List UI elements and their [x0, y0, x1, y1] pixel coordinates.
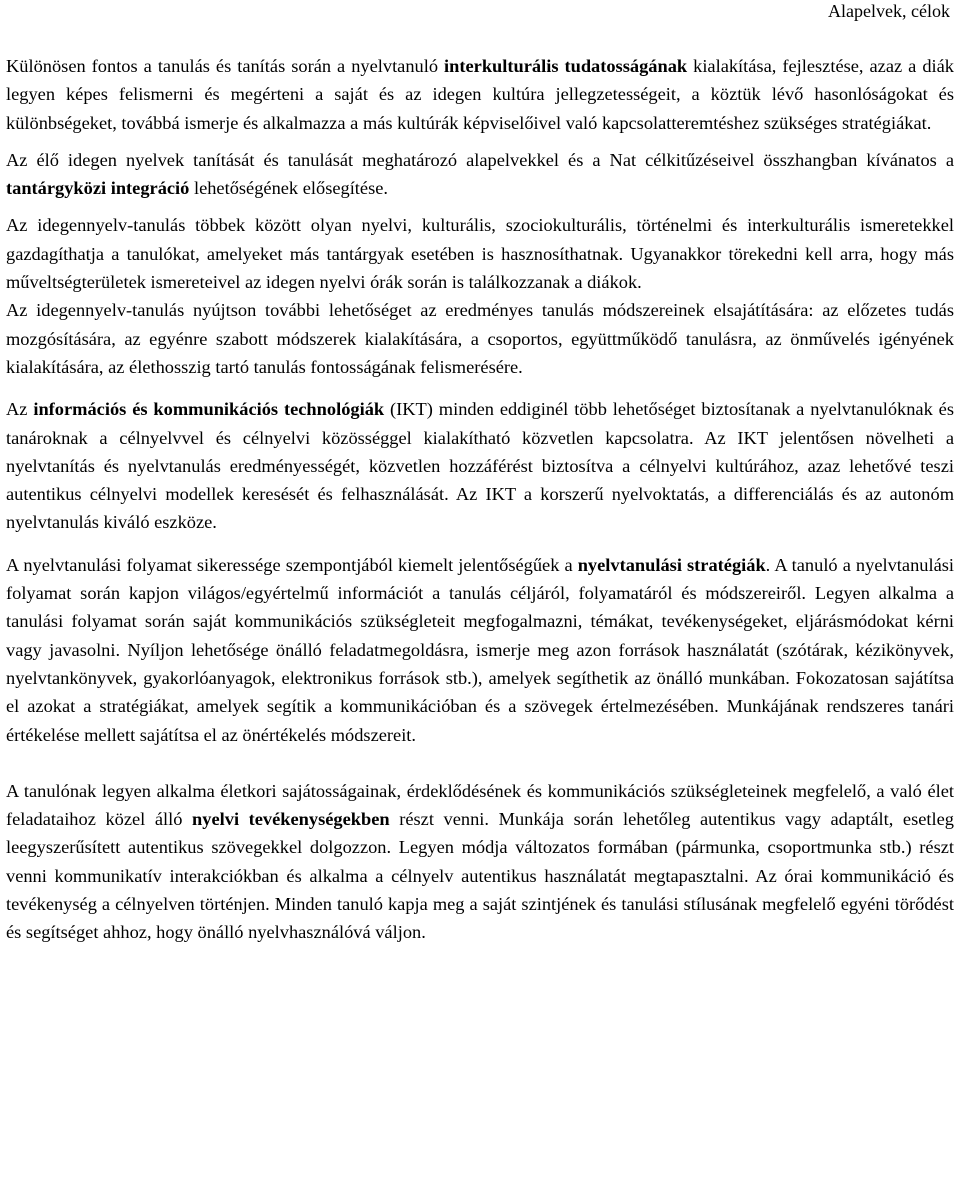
- paragraph-ict: [6, 395, 954, 536]
- paragraph-cross-curricular-integration: [6, 146, 954, 203]
- bold-term: nyelvi tevékenységekben: [192, 809, 390, 830]
- text-run: . A tanuló a nyelvtanulási folyamat során kapjon világos/egyértelmű információt a tanulás céljáról, folyamatáról és módszereiről. Legyen alkalma a tanulási folyamat során saját kommunikációs szükségleteit megfogalmazni, témákat, tevékenységeket, eljárásmódokat kérni vagy javasolni. Nyíljon lehetősége önálló feladatmegoldásra, ismerje meg azon források használatát (szótárak, kézikönyvek, nyelvtankönyvek, gyakorlóanyagok, elektronikus források stb.), amelyek segíthetik az önálló munkában. Fokozatosan sajátítsa el azokat a stratégiákat, amelyek segítik a kommunikációban és a szövegek értelmezésében. Munkájának rendszeres tanári értékelése mellett sajátítsa el az önértékelés módszereit.: [6, 554, 954, 745]
- text-run: Az: [6, 399, 34, 420]
- text-run: részt venni. Munkája során lehetőleg autentikus vagy adaptált, esetleg leegyszerűsített autentikus szövegekkel dolgozzon. Legyen módja változatos formában (pármunka, csoportmunka stb.) részt venni kommunikatív interakciókban és alkalma a célnyelv autentikus használatát megtapasztalni. Az órai kommunikáció és tevékenység a célnyelven történjen. Minden tanuló kapja meg a saját szintjének és tanulási stílusának megfelelő egyéni törődést és segítséget ahhoz, hogy önálló nyelvhasználóvá váljon.: [6, 809, 954, 943]
- paragraph-knowledge-enrichment: [6, 211, 954, 296]
- paragraph-learning-strategies: [6, 551, 954, 749]
- text-run: Az élő idegen nyelvek tanítását és tanulását meghatározó alapelvekkel és a Nat célkitűzéseivel összhangban kívánatos a: [6, 149, 954, 170]
- paragraph-learning-methods: [6, 296, 954, 381]
- bold-term: nyelvtanulási stratégiák: [577, 554, 766, 575]
- bold-term: tantárgyközi integráció: [6, 178, 190, 199]
- paragraph-language-activities: [6, 777, 954, 947]
- bold-term: információs és kommunikációs technológiák: [33, 399, 385, 420]
- text-run: lehetőségének elősegítése.: [189, 178, 389, 199]
- text-run: A tanulónak legyen alkalma életkori sajátosságainak, érdeklődésének és kommunikációs szükségleteinek megfelelő, a való élet feladataihoz közel álló: [6, 780, 954, 830]
- text-run: Különösen fontos a tanulás és tanítás során a nyelvtanuló: [6, 56, 445, 76]
- text-run: kialakítása, fejlesztése, azaz a diák legyen képes felismerni és megérteni a saját és az idegen kultúra jellegzetességeit, a köztük lévő hasonlóságokat és különbségeket, továbbá ismerje és alkalmazza a más kultúrák képviselőivel való kapcsolatteremtéshez szükséges stratégiákat.: [6, 56, 954, 133]
- bold-term: interkulturális tudatosságának: [444, 56, 688, 76]
- running-header-title: Alapelvek, célok: [828, 1, 950, 21]
- text-run: Az idegennyelv-tanulás nyújtson további lehetőséget az eredményes tanulás módszereinek elsajátítására: az előzetes tudás mozgósítására, az egyénre szabott módszerek kialakítására, a csoportos, együttműködő tanulásra, az önművelés igényének kialakítására, az élethosszig tartó tanulás fontosságának felismerésére.: [6, 300, 954, 377]
- text-run: Az idegennyelv-tanulás többek között olyan nyelvi, kulturális, szociokulturális, történelmi és interkulturális ismeretekkel gazdagíthatja a tanulókat, amelyeket más tantárgyak esetében is hasznosíthatnak. Ugyanakkor törekedni kell arra, hogy más műveltségterületek ismereteivel az idegen nyelvi órák során is találkozzanak a diákok.: [6, 215, 954, 293]
- text-run: (IKT) minden eddiginél több lehetőséget biztosítanak a nyelvtanulóknak és tanároknak a célnyelvvel és célnyelvi közösséggel kialakítható közvetlen kapcsolatra. Az IKT jelentősen növelheti a nyelvtanítás és nyelvtanulás eredményességét, közvetlen hozzáférést biztosítva a célnyelvi kultúrához, azaz lehetővé teszi autentikus célnyelvi modellek keresését és felhasználását. Az IKT a korszerű nyelvoktatás, a differenciálás és az autonóm nyelvtanulás kiváló eszköze.: [6, 399, 954, 533]
- text-run: A nyelvtanulási folyamat sikeressége szempontjából kiemelt jelentőségűek a: [6, 554, 578, 575]
- document-body: [6, 52, 954, 947]
- paragraph-intercultural-awareness: [6, 52, 954, 137]
